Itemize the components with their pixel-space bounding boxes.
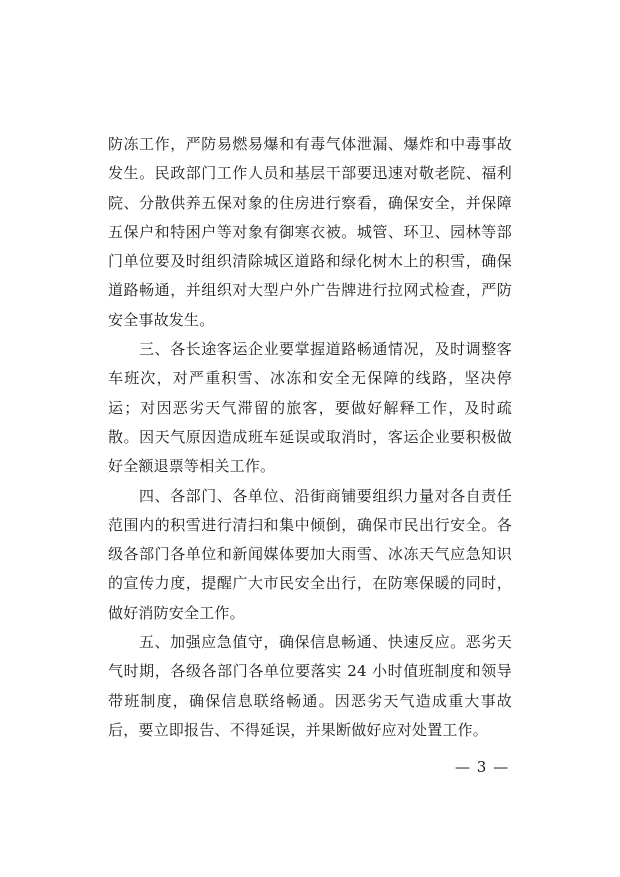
paragraph-continuation: 防冻工作，严防易燃易爆和有毒气体泄漏、爆炸和中毒事故发生。民政部门工作人员和基层干部要迅速对敬老院、福利院、分散供养五保对象的住房进行察看，确保安全，并保障五保户和特困户等对象有御寒衣被。城管、环卫、园林等部门单位要及时组织清除城区道路和绿化树木上的积雪，确保道路畅通，并组织对大型户外广告牌进行拉网式检查，严防安全事故发生。: [108, 135, 512, 329]
paragraph-five: 五、加强应急值守，确保信息畅通、快速反应。恶劣天气时期，各级各部门各单位要落实 24 小时值班制度和领导带班制度，确保信息联络畅通。因恶劣天气造成重大事故后，要立即报告、不得延误，并果断做好应对处置工作。: [108, 633, 512, 739]
document-body: [108, 130, 512, 745]
paragraph-three: 三、各长途客运企业要掌握道路畅通情况，及时调整客车班次，对严重积雪、冰冻和安全无保障的线路，坚决停运；对因恶劣天气滞留的旅客，要做好解释工作，及时疏散。因天气原因造成班车延误或取消时，客运企业要积极做好全额退票等相关工作。: [108, 340, 512, 476]
paragraph-four: 四、各部门、各单位、沿街商铺要组织力量对各自责任范围内的积雪进行清扫和集中倾倒，确保市民出行安全。各级各部门各单位和新闻媒体要加大雨雪、冰冻天气应急知识的宣传力度，提醒广大市民安全出行，在防寒保暖的同时，做好消防安全工作。: [108, 486, 512, 622]
page-number: — 3 —: [455, 758, 510, 776]
